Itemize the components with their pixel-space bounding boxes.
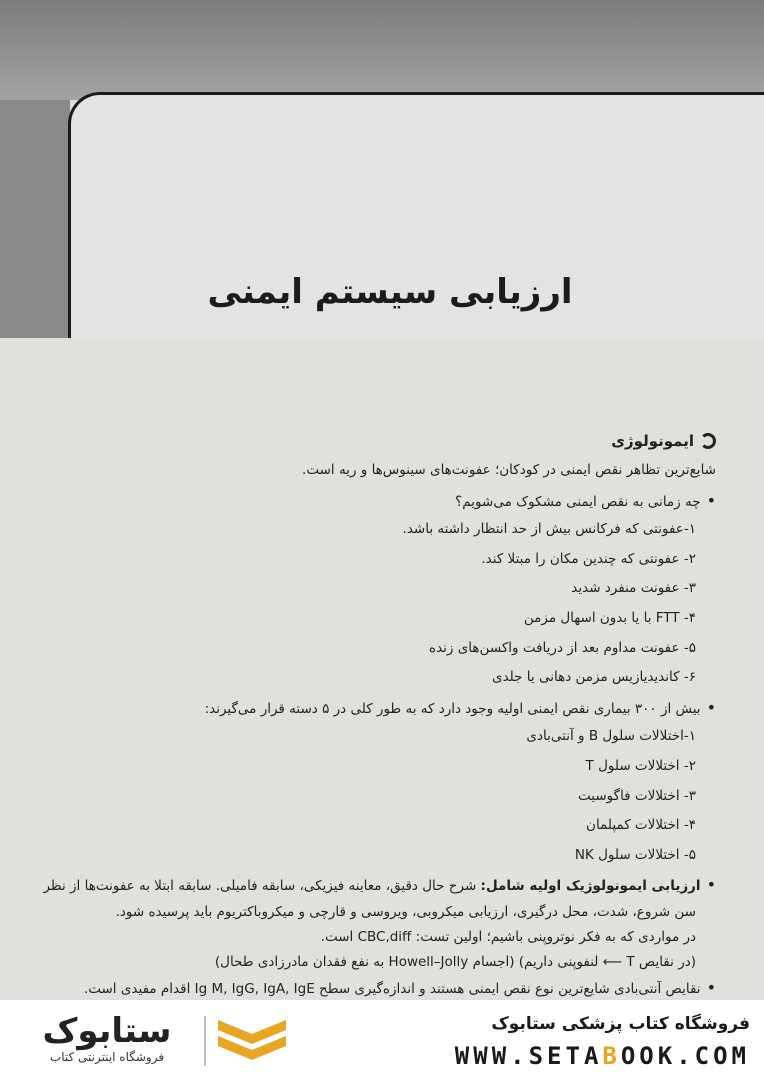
left-shadow xyxy=(0,100,70,345)
section-heading xyxy=(40,426,716,456)
chapter-title: ارزیابی سیستم ایمنی xyxy=(207,272,573,312)
store-url-start: WWW.SETA xyxy=(454,1042,603,1070)
suspect-item-1: ۱-عفونتی که فرکانس بیش از حد انتظار داشته باشد. xyxy=(402,521,696,538)
neutropenia-line: در مواردی که به فکر نوتروپنی باشیم؛ اولین تست: CBC,diff است. xyxy=(320,928,696,945)
suspect-item-3: ۳- عفونت منفرد شدید xyxy=(571,580,696,597)
types-paragraph: • بیش از ۳۰۰ بیماری نقص ایمنی اولیه وجود دارد که به طور کلی در ۵ دسته قرار می‌گیرند: xyxy=(40,693,716,723)
store-url-accent: B xyxy=(602,1042,621,1070)
section-heading-text: ایمونولوژی xyxy=(611,432,694,450)
brand-tagline: فروشگاه اینترنتی کتاب xyxy=(49,1050,165,1064)
suspect-question: • چه زمانی به نقص ایمنی مشکوک می‌شویم؟ xyxy=(40,486,716,516)
evaluation-text: شرح حال دقیق، معاینه فیزیکی، سابقه فامیلی. سابقه ابتلا به عفونت‌ها از نظر xyxy=(43,878,481,895)
intro-line: شایع‌ترین تظاهر نقص ایمنی در کودکان؛ عفونت‌های سینوس‌ها و ریه است. xyxy=(302,462,716,478)
evaluation-line xyxy=(40,870,716,900)
content-body xyxy=(40,426,716,1000)
brand-logo[interactable] xyxy=(22,1012,192,1064)
suspect-item-6: ۶- کاندیدیازیس مزمن دهانی یا جلدی xyxy=(492,669,696,686)
type-item-5: ۵- اختلالات سلول NK xyxy=(574,846,696,863)
suspect-item-2: ۲- عفونتی که چندین مکان را مبتلا کند. xyxy=(481,550,696,567)
section-marker-icon xyxy=(700,433,716,449)
type-item-3: ۳- اختلالات فاگوسیت xyxy=(578,787,696,804)
logo-divider xyxy=(204,1016,206,1066)
brand-logo-word: ستابوک xyxy=(42,1011,172,1051)
store-name: فروشگاه کتاب پزشکی ستابوک xyxy=(491,1014,750,1034)
book-logo-icon xyxy=(214,1014,290,1068)
suspect-item-4: ۴- FTT با یا بدون اسهال مزمن xyxy=(523,609,696,626)
store-url-end: OOK.COM xyxy=(620,1042,750,1070)
tcell-note: (در نقایص T ⟵ لنفوپنی داریم) (اجسام Howell–Jolly به نفع فقدان مادرزادی طحال) xyxy=(214,953,696,970)
evaluation-continued: سن شروع، شدت، محل درگیری، ارزیابی میکروبی، ویروسی و قارچی و میکروباکتریوم باید پرسیده شود. xyxy=(115,903,696,920)
footer-banner xyxy=(0,1000,764,1080)
chapter-sheet xyxy=(68,92,764,355)
top-shadow xyxy=(0,0,764,100)
evaluation-label: ارزیابی ایمونولوژیک اولیه شامل: xyxy=(480,878,701,895)
antibody-line: • نقایص آنتی‌بادی شایع‌ترین نوع نقص ایمنی هستند و اندازه‌گیری سطح Ig M, IgG, IgA, IgE اقدام مفیدی است. xyxy=(40,975,716,1000)
suspect-item-5: ۵- عفونت مداوم بعد از دریافت واکسن‌های زنده xyxy=(429,639,696,656)
type-item-4: ۴- اختلالات کمپلمان xyxy=(586,817,696,834)
store-url[interactable] xyxy=(455,1042,750,1070)
type-item-1: ۱-اختلالات سلول B و آنتی‌بادی xyxy=(526,728,696,745)
type-item-2: ۲- اختلالات سلول T xyxy=(585,757,696,774)
